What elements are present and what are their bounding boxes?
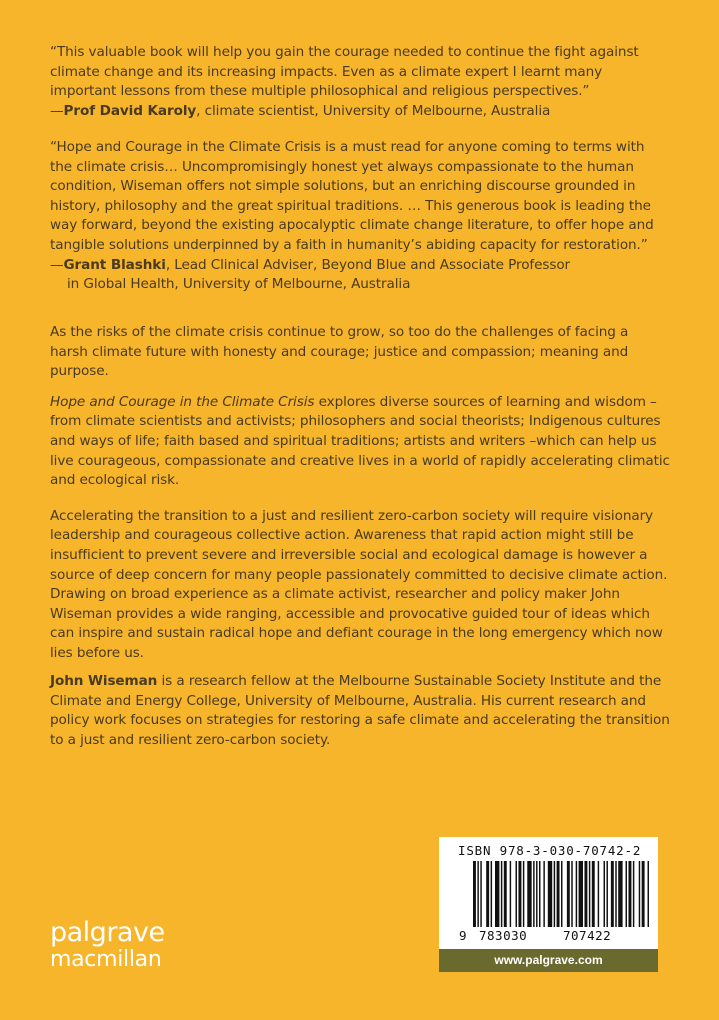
barcode-bar [539, 861, 540, 927]
barcode-bar [611, 861, 614, 927]
endorsement-blashki [50, 138, 670, 295]
endorser-name-blashki: Grant Blashki [63, 256, 166, 273]
attribution-dash: — [50, 102, 64, 119]
barcode-bar [584, 861, 587, 927]
isbn-barcode [439, 837, 658, 949]
author-name: John Wiseman [50, 673, 158, 689]
attribution-dash: — [50, 256, 64, 273]
barcode-digits-left: 783030 [479, 928, 528, 943]
barcode-bar [561, 861, 562, 927]
barcode-bar [536, 861, 537, 927]
endorsement-karoly-attribution [50, 102, 670, 122]
barcode-bar [648, 861, 649, 927]
barcode-bar [606, 861, 607, 927]
barcode-bar [543, 861, 544, 927]
endorser-role-blashki-line2: in Global Health, University of Melbourne, Australia [67, 276, 411, 293]
barcode-bar [557, 861, 560, 927]
barcode-bar [642, 861, 645, 927]
endorsement-blashki-quote: “Hope and Courage in the Climate Crisis is a must read for anyone coming to terms with the climate crisis… Uncompromisingly honest yet always compassionate to the human condition, Wiseman offers not simple solutions, but an enriching discourse grounded in history, philosophy and the great spiritual traditions. … This generous book is leading the way forward, beyond the existing apocalyptic climate change literature, to offer hope and tangible solutions underpinned by a faith in humanity’s abiding capacity for restoration.” [50, 139, 654, 253]
barcode-bar [495, 861, 499, 927]
author-bio [50, 672, 670, 750]
barcode-bar [518, 861, 521, 927]
barcode-bar [510, 861, 511, 927]
barcode-bar [626, 861, 627, 927]
barcode-bar [523, 861, 524, 927]
endorsement-karoly [50, 43, 670, 121]
endorser-name-karoly: Prof David Karoly [63, 102, 197, 119]
barcode-digits-right: 707422 [563, 928, 612, 943]
barcode-bar [504, 861, 507, 927]
barcode-bars [473, 861, 649, 927]
barcode-bar [576, 861, 577, 927]
barcode-bar [633, 861, 634, 927]
barcode-bar [571, 861, 572, 927]
barcode-bar [589, 861, 590, 927]
endorsement-blashki-attribution [50, 256, 670, 276]
barcode-bar [533, 861, 534, 927]
barcode-bar [628, 861, 631, 927]
description-paragraph-3: Accelerating the transition to a just and resilient zero-carbon society will require visionary leadership and courageous collective action. Awareness that rapid action might still be insufficient to prevent severe and irreversible social and ecological damage is however a source of deep concern for many people passionately committed to decisive climate action. Drawing on broad experience as a climate activist, researcher and policy maker John Wiseman provides a wide ranging, accessible and provocative guided tour of ideas which can inspire and sustain radical hope and defiant courage in the long emergency which now lies before us. [50, 507, 668, 661]
endorser-role-blashki-line1: , Lead Clinical Adviser, Beyond Blue and Associate Professor [165, 256, 571, 273]
barcode-bar [598, 861, 599, 927]
barcode-bar [516, 861, 517, 927]
logo-line-palgrave: palgrave [50, 917, 165, 948]
barcode-bar [554, 861, 555, 927]
description-paragraph-2 [50, 393, 670, 491]
barcode-bar [579, 861, 583, 927]
barcode-digit-first: 9 [459, 928, 468, 943]
barcode-bar [615, 861, 616, 927]
barcode-bar [477, 861, 478, 927]
barcode-bar [592, 861, 595, 927]
barcode-bar [473, 861, 476, 927]
barcode-bar [501, 861, 502, 927]
description-paragraph-1: As the risks of the climate crisis continue to grow, so too do the challenges of facing a harsh climate future with honesty and courage; justice and compassion; meaning and purpose. [50, 324, 629, 380]
barcode-bar [639, 861, 640, 927]
barcode-bar [618, 861, 622, 927]
isbn-number: ISBN 978-3-030-70742-2 [458, 843, 642, 858]
author-bio-body: is a research fellow at the Melbourne Sustainable Society Institute and the Climate and Energy College, University of Melbourne, Australia. His current research and policy work focuses on strategies for restoring a safe climate and accelerating the transition to a just and resilient zero-carbon society. [50, 673, 670, 748]
publisher-website[interactable]: www.palgrave.com [439, 949, 658, 972]
endorsement-karoly-quote: “This valuable book will help you gain the courage needed to continue the fight against climate change and its increasing impacts. Even as a climate expert I learnt many important lessons from these multiple philosophical and religious perspectives.” [50, 44, 639, 100]
endorser-role-karoly: , climate scientist, University of Melbourne, Australia [196, 102, 551, 119]
barcode-bar [548, 861, 552, 927]
palgrave-macmillan-logo [50, 918, 165, 972]
barcode-bar [567, 861, 570, 927]
description-paragraph-2-text: explores diverse sources of learning and wisdom – from climate scientists and activists; philosophers and social theorists; Indigenous cultures and ways of life; faith based and spiritual traditions; artists and writers –which can help us live courageous, compassionate and creative lives in a world of rapidly accelerating climatic and ecological risk. [50, 393, 670, 489]
author-bio-text [50, 672, 670, 750]
barcode-bar [486, 861, 489, 927]
book-description [50, 323, 670, 675]
barcode-bar [491, 861, 492, 927]
logo-line-macmillan: macmillan [50, 947, 162, 972]
barcode-bar [527, 861, 531, 927]
barcode-bar [480, 861, 481, 927]
book-title: Hope and Courage in the Climate Crisis [50, 393, 315, 410]
barcode-bar [604, 861, 605, 927]
